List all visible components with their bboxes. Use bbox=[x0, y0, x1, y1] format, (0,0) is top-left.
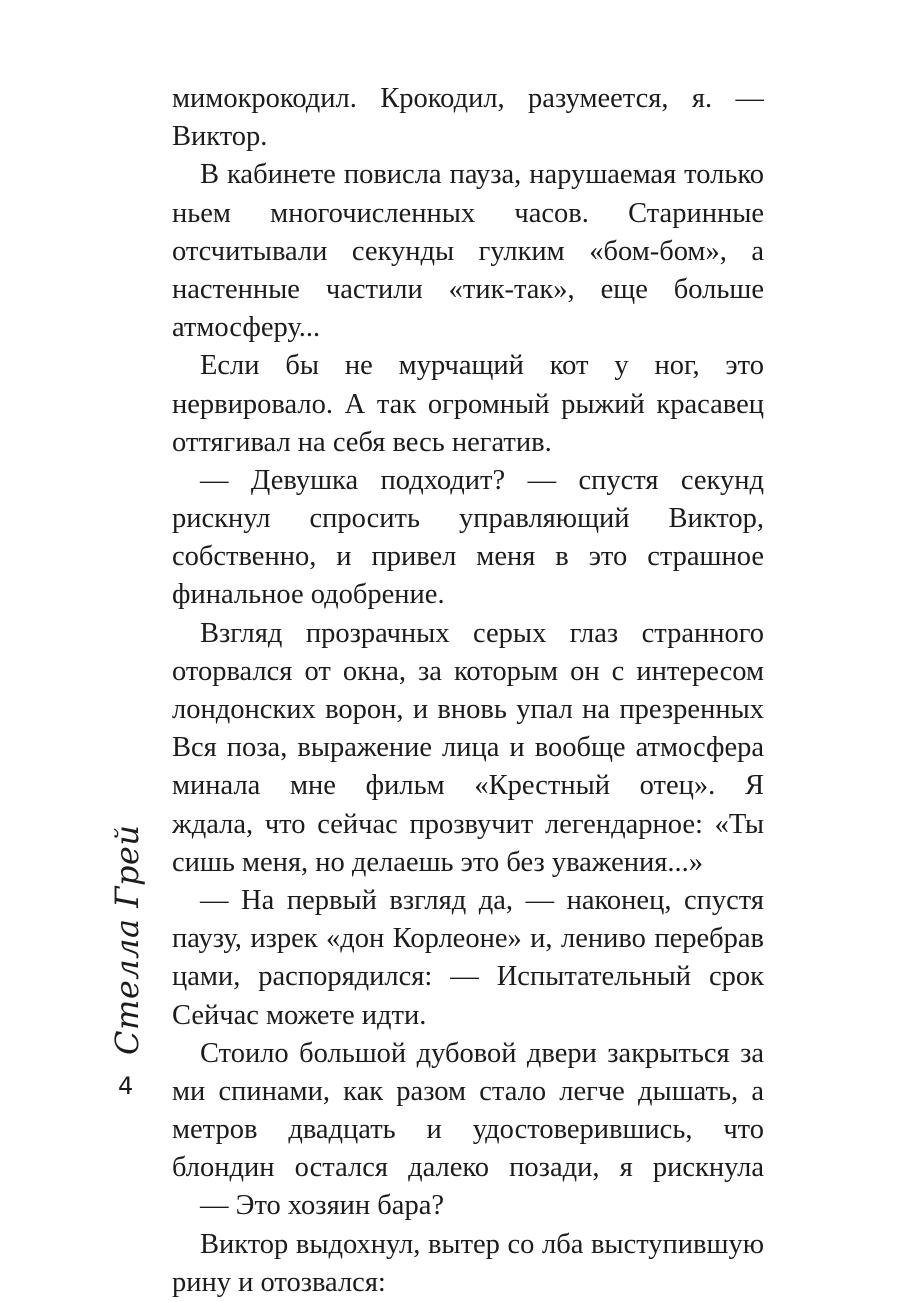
text-line: В кабинете повисла пауза, нарушаемая только bbox=[200, 159, 764, 191]
running-head-author: Стелла Грей bbox=[108, 824, 146, 1055]
text-line: финальное одобрение. bbox=[172, 579, 445, 611]
text-line: — На первый взгляд да, — наконец, спустя bbox=[200, 884, 764, 916]
text-line: лондонских ворон, и вновь упал на презренных bbox=[172, 694, 764, 725]
text-line: мимокрокодил. Крокодил, разумеется, я. — bbox=[172, 83, 764, 114]
text-line: — Это хозяин бара? bbox=[200, 1190, 445, 1222]
text-line: собственно, и привел меня в это страшное bbox=[172, 541, 764, 573]
text-line: ми спинами, как разом стало легче дышать, а bbox=[172, 1075, 764, 1107]
text-line: нервировало. А так огромный рыжий красавец bbox=[172, 388, 764, 420]
text-line: атмосферу... bbox=[172, 312, 321, 344]
text-line: минала мне фильм «Крестный отец». Я bbox=[172, 770, 764, 802]
body-text bbox=[172, 80, 764, 1302]
text-line: Если бы не мурчащий кот у ног, это bbox=[200, 350, 764, 382]
text-line: оттягивал на себя весь негатив. bbox=[172, 426, 552, 458]
text-line: Виктор выдохнул, вытер со лба выступившую bbox=[200, 1228, 764, 1260]
text-line: блондин остался далеко позади, я рискнула bbox=[172, 1152, 764, 1184]
text-line: ждала, что сейчас прозвучит легендарное: «Ты bbox=[172, 808, 764, 840]
text-line: метров двадцать и удостоверившись, что bbox=[172, 1114, 764, 1146]
text-line: — Девушка подходит? — спустя секунд bbox=[200, 464, 764, 496]
text-line: паузу, изрек «дон Корлеоне» и, лениво перебрав bbox=[172, 923, 764, 955]
page-number: 4 bbox=[118, 1072, 134, 1100]
text-line: ньем многочисленных часов. Старинные bbox=[172, 197, 764, 229]
text-line: Виктор. bbox=[172, 121, 268, 153]
text-line: Сейчас можете идти. bbox=[172, 999, 427, 1031]
text-line: Стоило большой дубовой двери закрыться за bbox=[200, 1037, 764, 1069]
text-line: рину и отозвался: bbox=[172, 1266, 386, 1298]
text-line: настенные частили «тик-так», еще больше bbox=[172, 273, 764, 305]
text-line: рискнул спросить управляющий Виктор, bbox=[172, 503, 764, 535]
text-line: Вся поза, выражение лица и вообще атмосфера bbox=[172, 732, 764, 764]
text-line: сишь меня, но делаешь это без уважения...» bbox=[172, 846, 704, 878]
text-line: цами, распорядился: — Испытательный срок bbox=[172, 961, 764, 993]
text-line: отсчитывали секунды гулким «бом-бом», а bbox=[172, 235, 764, 267]
text-line: Взгляд прозрачных серых глаз странного bbox=[200, 617, 764, 649]
text-line: оторвался от окна, за которым он с интересом bbox=[172, 655, 764, 687]
